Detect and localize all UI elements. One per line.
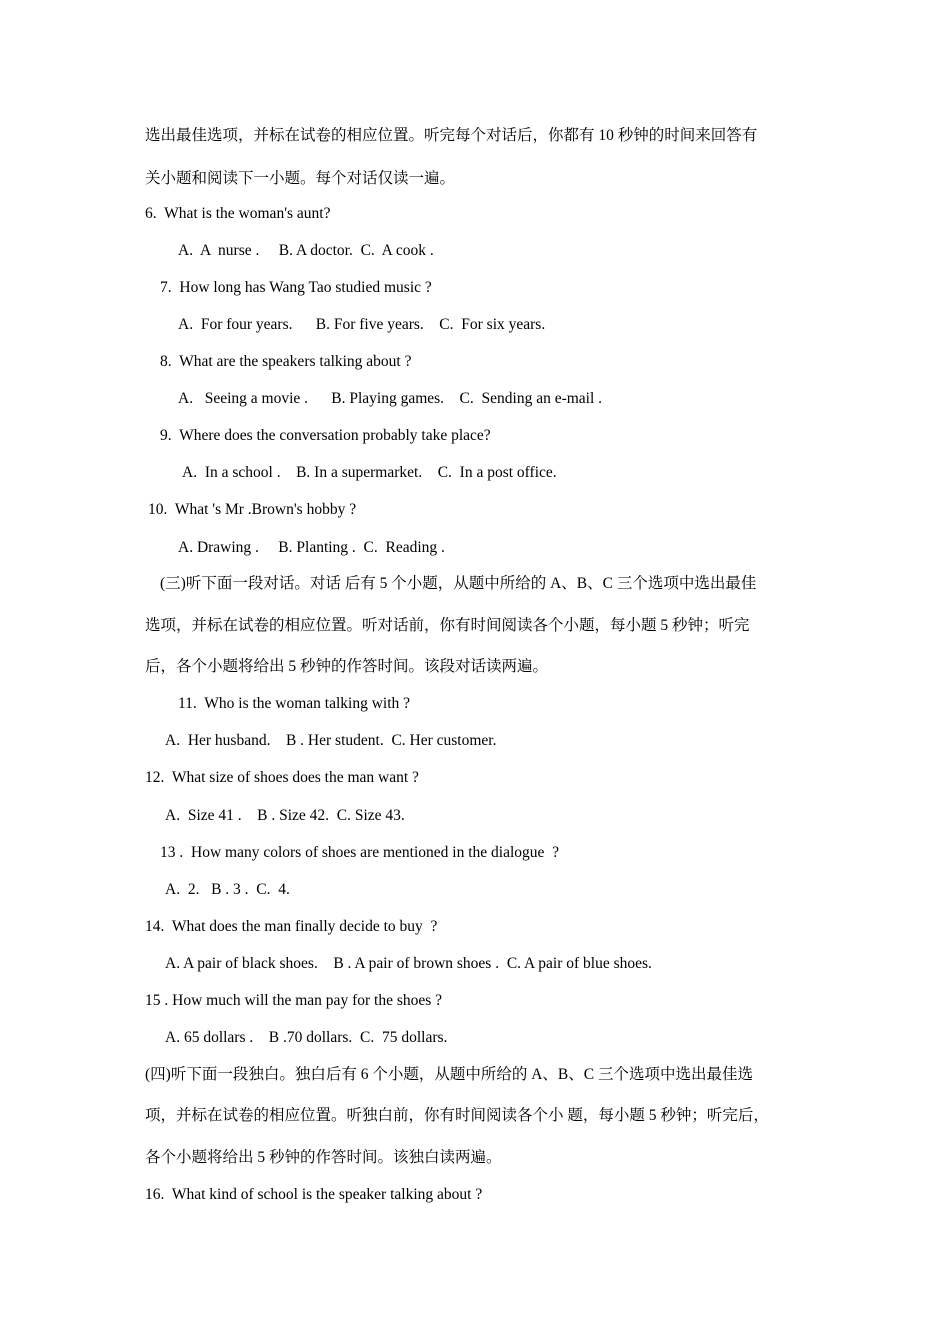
options-7: A. For four years. B. For five years. C. For six years. <box>178 316 546 333</box>
options-9: A. In a school . B. In a supermarket. C. In a post office. <box>182 464 557 481</box>
options-12: A. Size 41 . B . Size 42. C. Size 43. <box>165 807 405 824</box>
question-7: 7. How long has Wang Tao studied music ? <box>160 279 432 296</box>
section-4-instructions: 各个小题将给出 5 秒钟的作答时间。该独白读两遍。 <box>145 1149 502 1166</box>
question-11: 11. Who is the woman talking with ? <box>178 695 411 712</box>
question-16: 16. What kind of school is the speaker talking about ? <box>145 1186 483 1203</box>
question-12: 12. What size of shoes does the man want ? <box>145 769 419 786</box>
options-10: A. Drawing . B. Planting . C. Reading . <box>178 539 445 556</box>
options-11: A. Her husband. B . Her student. C. Her customer. <box>165 732 497 749</box>
question-8: 8. What are the speakers talking about ? <box>160 353 412 370</box>
question-6: 6. What is the woman's aunt? <box>145 205 331 222</box>
options-8: A. Seeing a movie . B. Playing games. C. Sending an e-mail . <box>178 390 603 407</box>
question-13: 13 . How many colors of shoes are mentioned in the dialogue ? <box>160 844 560 861</box>
question-15: 15 . How much will the man pay for the shoes ? <box>145 992 443 1009</box>
question-10: 10. What 's Mr .Brown's hobby ? <box>148 501 357 518</box>
text-line: 选出最佳选项，并标在试卷的相应位置。听完每个对话后，你都有 10 秒钟的时间来回答有 <box>145 127 758 144</box>
text-line: 关小题和阅读下一小题。每个对话仅读一遍。 <box>145 170 456 187</box>
section-4-instructions: (四)听下面一段独白。独白后有 6 个小题，从题中所给的 A、B、C 三个选项中选出最佳选 <box>145 1066 753 1083</box>
options-13: A. 2. B . 3 . C. 4. <box>165 881 290 898</box>
question-14: 14. What does the man finally decide to buy ? <box>145 918 438 935</box>
question-9: 9. Where does the conversation probably take place? <box>160 427 491 444</box>
section-3-instructions: 选项，并标在试卷的相应位置。听对话前，你有时间阅读各个小题，每小题 5 秒钟；听完 <box>145 617 750 634</box>
section-3-instructions: (三)听下面一段对话。对话 后有 5 个小题，从题中所给的 A、B、C 三个选项中选出最佳 <box>160 575 757 592</box>
options-15: A. 65 dollars . B .70 dollars. C. 75 dollars. <box>165 1029 448 1046</box>
section-3-instructions: 后，各个小题将给出 5 秒钟的作答时间。该段对话读两遍。 <box>145 658 549 675</box>
section-4-instructions: 项，并标在试卷的相应位置。听独白前，你有时间阅读各个小 题，每小题 5 秒钟；听完后， <box>145 1107 769 1124</box>
options-6: A. A nurse . B. A doctor. C. A cook . <box>178 242 434 259</box>
options-14: A. A pair of black shoes. B . A pair of brown shoes . C. A pair of blue shoes. <box>165 955 652 972</box>
